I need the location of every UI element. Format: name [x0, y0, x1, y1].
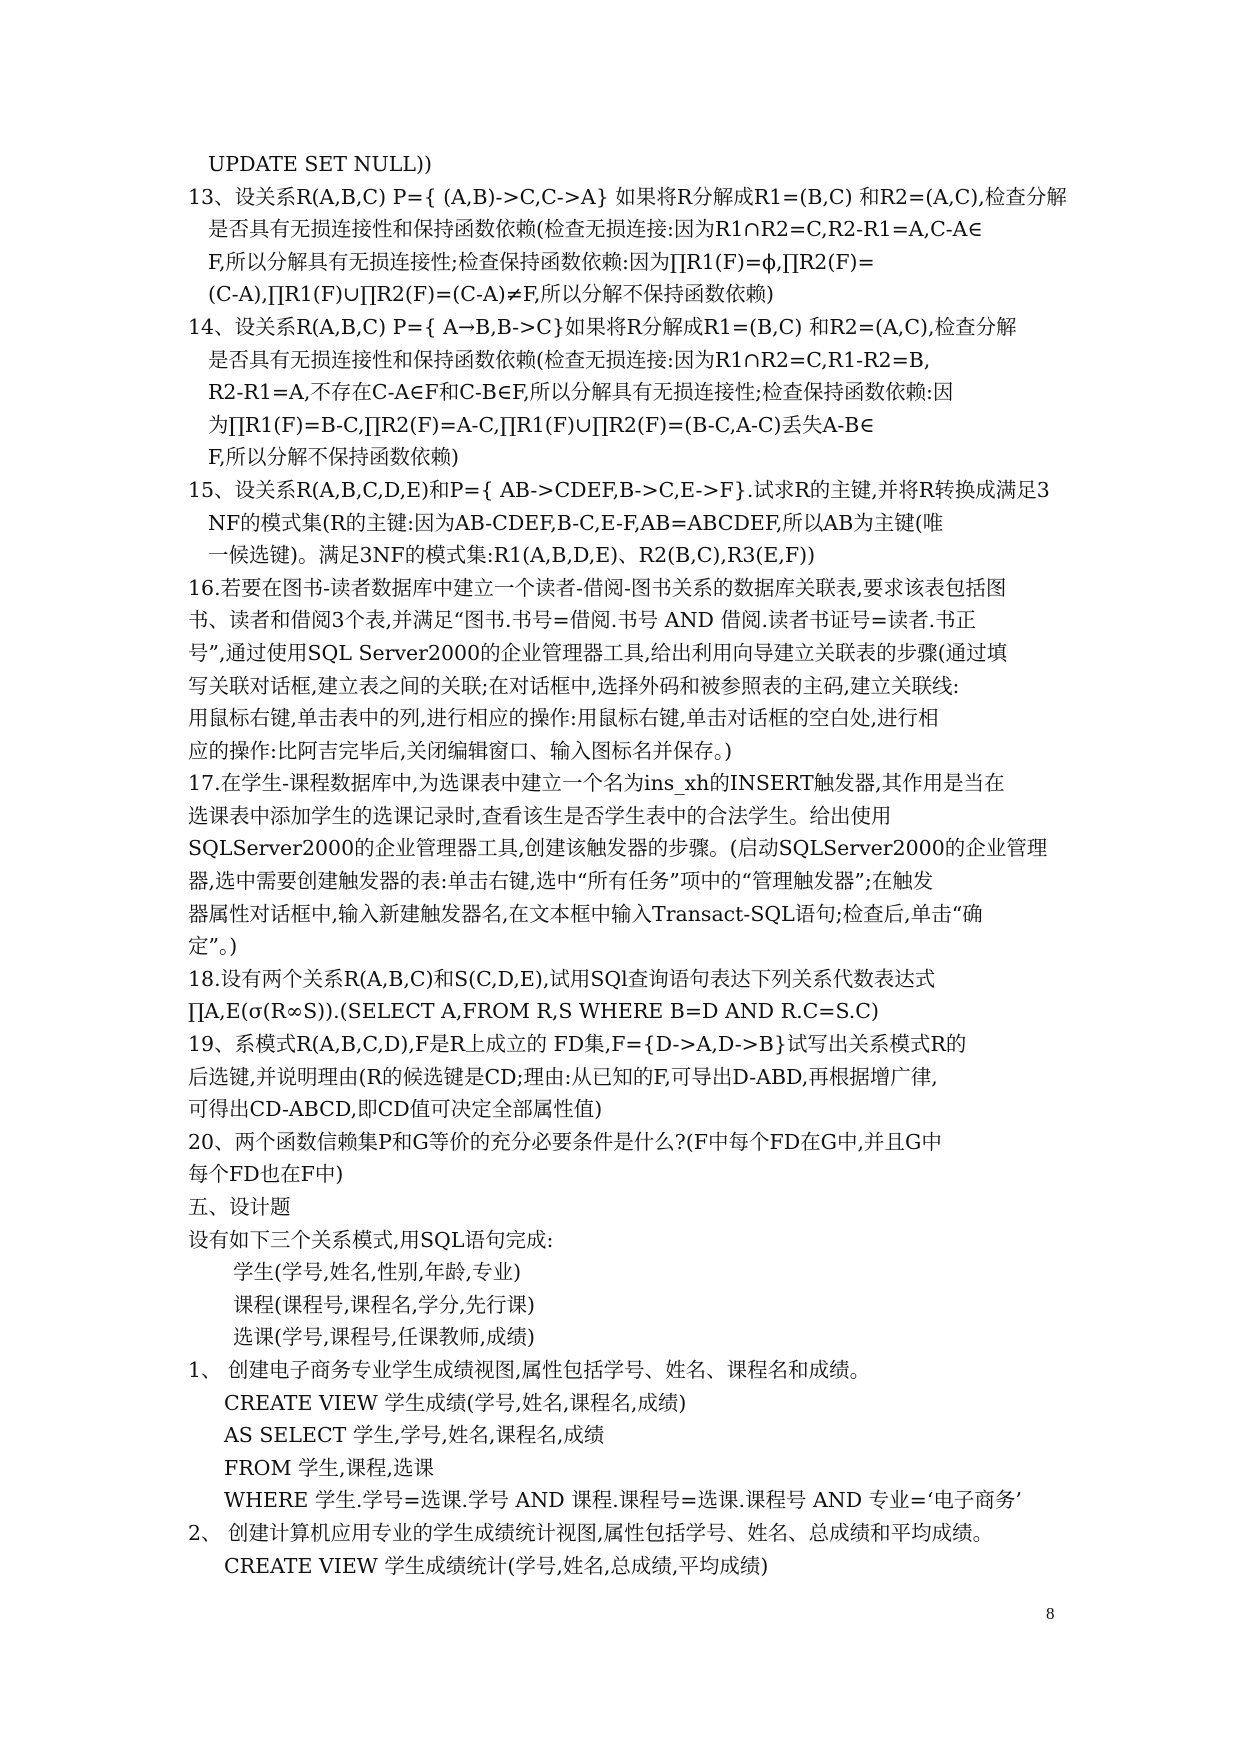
text-line: FROM 学生,课程,选课 [224, 1455, 435, 1480]
text-line: 器属性对话框中,输入新建触发器名,在文本框中输入Transact-SQL语句;检查后,单击“确 [188, 901, 983, 926]
text-line: 用鼠标右键,单击表中的列,进行相应的操作:用鼠标右键,单击对话框的空白处,进行相 [188, 706, 939, 731]
text-line: CREATE VIEW 学生成绩统计(学号,姓名,总成绩,平均成绩) [224, 1553, 769, 1578]
text-line: ∏A,E(σ(R∞S)).(SELECT A,FROM R,S WHERE B=D AND R.C=S.C) [188, 999, 879, 1024]
text-line: 18.设有两个关系R(A,B,C)和S(C,D,E),试用SQl查询语句表达下列关系代数表达式 [188, 966, 936, 991]
text-line: 选课(学号,课程号,任课教师,成绩) [233, 1325, 536, 1350]
text-line: 2、 创建计算机应用专业的学生成绩统计视图,属性包括学号、姓名、总成绩和平均成绩。 [188, 1520, 994, 1545]
text-line: 可得出CD-ABCD,即CD值可决定全部属性值) [188, 1097, 603, 1122]
text-line: 写关联对话框,建立表之间的关联;在对话框中,选择外码和被参照表的主码,建立关联线: [188, 673, 960, 698]
page-number: 8 [1046, 1604, 1055, 1623]
text-line: (C-A),∏R1(F)∪∏R2(F)=(C-A)≠F,所以分解不保持函数依赖) [208, 282, 774, 307]
page-body [188, 148, 1068, 1582]
text-line: 课程(课程号,课程名,学分,先行课) [233, 1292, 536, 1317]
text-line: SQLServer2000的企业管理器工具,创建该触发器的步骤。(启动SQLServer2000的企业管理 [188, 836, 1048, 861]
text-line: 每个FD也在F中) [188, 1162, 344, 1187]
text-line: 1、 创建电子商务专业学生成绩视图,属性包括学号、姓名、课程名和成绩。 [188, 1357, 871, 1382]
text-line: 19、系模式R(A,B,C,D),F是R上成立的 FD集,F={D->A,D->B}试写出关系模式R的 [188, 1032, 967, 1057]
text-line: 14、设关系R(A,B,C) P={ A→B,B->C}如果将R分解成R1=(B,C) 和R2=(A,C),检查分解 [188, 314, 1017, 339]
text-line: 书、读者和借阅3个表,并满足“图书.书号=借阅.书号 AND 借阅.读者书证号=读者.书正 [188, 608, 977, 633]
text-line: 定”。) [188, 934, 238, 959]
text-line: 应的操作:比阿吉完毕后,关闭编辑窗口、输入图标名并保存。) [188, 738, 733, 763]
text-line: 是否具有无损连接性和保持函数依赖(检查无损连接:因为R1∩R2=C,R1-R2=B, [208, 347, 931, 372]
text-line: 一候选键)。满足3NF的模式集:R1(A,B,D,E)、R2(B,C),R3(E,F)) [208, 543, 816, 568]
text-line: 20、两个函数信赖集P和G等价的充分必要条件是什么?(F中每个FD在G中,并且G中 [188, 1129, 942, 1154]
text-line: 是否具有无损连接性和保持函数依赖(检查无损连接:因为R1∩R2=C,R2-R1=A,C-A∈ [208, 217, 983, 242]
text-line: 设有如下三个关系模式,用SQL语句完成: [188, 1227, 554, 1252]
text-line: 器,选中需要创建触发器的表:单击右键,选中“所有任务”项中的“管理触发器”;在触发 [188, 869, 934, 894]
text-line: 15、设关系R(A,B,C,D,E)和P={ AB->CDEF,B->C,E->F}.试求R的主键,并将R转换成满足3 [188, 477, 1050, 502]
text-line: 五、设计题 [188, 1195, 291, 1219]
text-line: CREATE VIEW 学生成绩(学号,姓名,课程名,成绩) [224, 1390, 687, 1415]
text-line: UPDATE SET NULL)) [208, 152, 432, 176]
text-line: NF的模式集(R的主键:因为AB-CDEF,B-C,E-F,AB=ABCDEF,所以AB为主键(唯 [208, 510, 944, 535]
text-line: 13、设关系R(A,B,C) P={ (A,B)->C,C->A} 如果将R分解成R1=(B,C) 和R2=(A,C),检查分解 [188, 184, 1067, 209]
text-line: 为∏R1(F)=B-C,∏R2(F)=A-C,∏R1(F)∪∏R2(F)=(B-C,A-C)丢失A-B∈ [208, 412, 875, 437]
text-line: 后选键,并说明理由(R的候选键是CD;理由:从已知的F,可导出D-ABD,再根据增广律, [188, 1064, 938, 1089]
text-line: F,所以分解不保持函数依赖) [208, 445, 460, 470]
text-line: 学生(学号,姓名,性别,年龄,专业) [233, 1260, 522, 1285]
text-line: 选课表中添加学生的选课记录时,查看该生是否学生表中的合法学生。给出使用 [188, 803, 892, 828]
text-line: 17.在学生-课程数据库中,为选课表中建立一个名为ins_xh的INSERT触发器,其作用是当在 [188, 771, 1005, 796]
text-line: AS SELECT 学生,学号,姓名,课程名,成绩 [224, 1423, 605, 1448]
text-line: 号”,通过使用SQL Server2000的企业管理器工具,给出利用向导建立关联表的步骤(通过填 [188, 640, 1008, 665]
text-line: R2-R1=A,不存在C-A∈F和C-B∈F,所以分解具有无损连接性;检查保持函数依赖:因 [208, 380, 954, 405]
text-line: 16.若要在图书-读者数据库中建立一个读者-借阅-图书关系的数据库关联表,要求该表包括图 [188, 575, 1007, 600]
text-line: WHERE 学生.学号=选课.学号 AND 课程.课程号=选课.课程号 AND 专业=‘电子商务’ [224, 1488, 1022, 1513]
text-line: F,所以分解具有无损连接性;检查保持函数依赖:因为∏R1(F)=ϕ,∏R2(F)= [208, 249, 875, 274]
